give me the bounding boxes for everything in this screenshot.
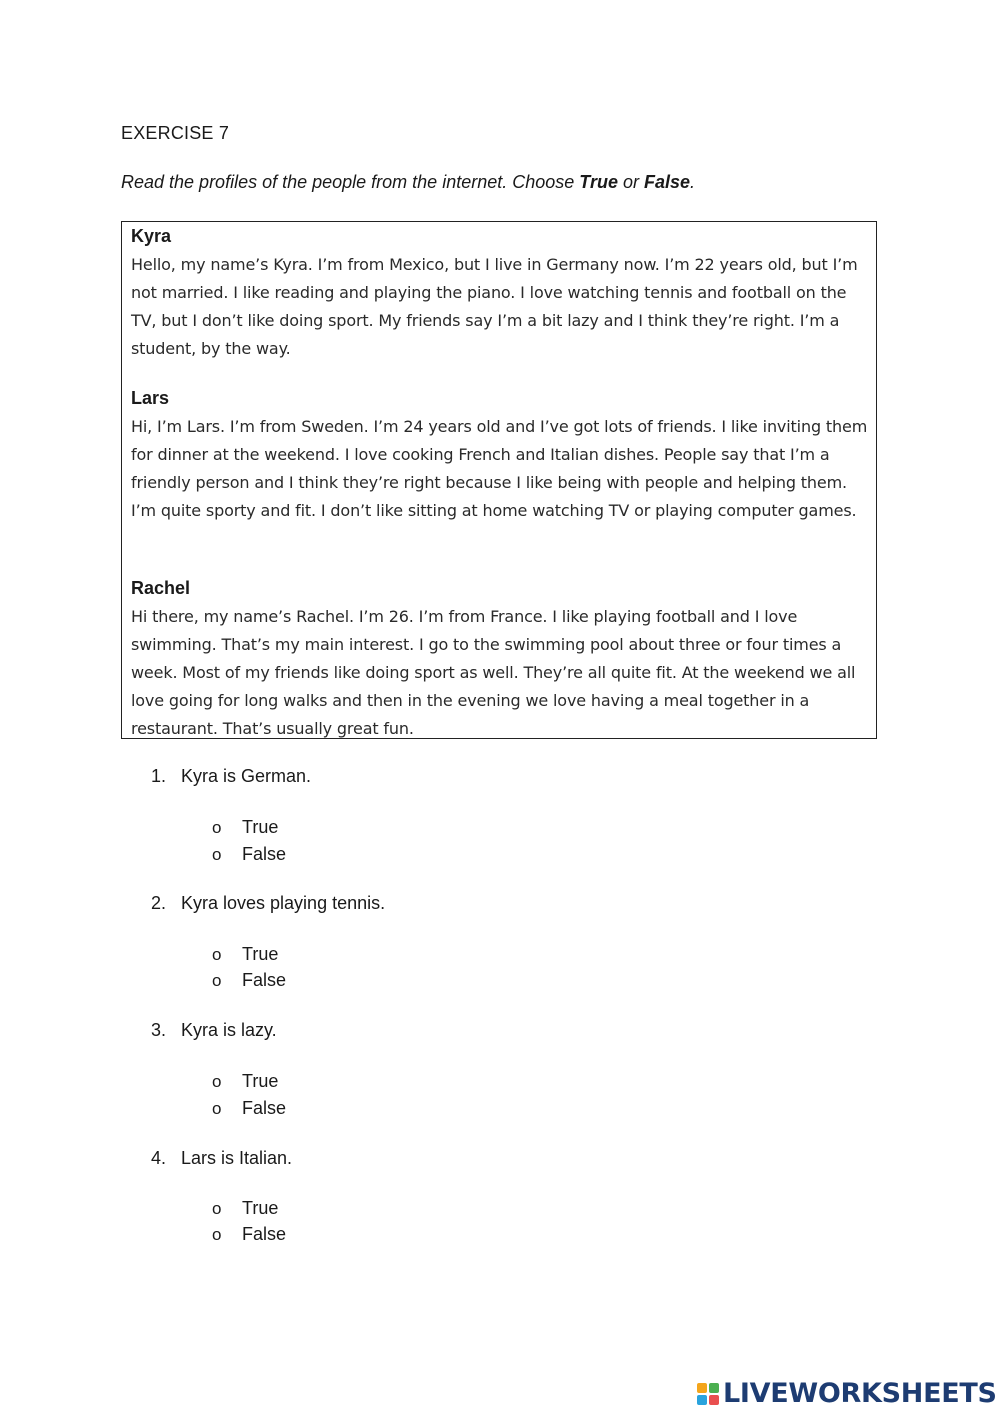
question-1-option-true[interactable] [212, 817, 278, 838]
question-number: 1. [151, 766, 167, 786]
radio-circle-icon: o [212, 1072, 222, 1091]
radio-circle-icon: o [212, 1199, 222, 1218]
radio-circle-icon: o [212, 845, 222, 864]
option-label: False [242, 970, 287, 990]
option-label: False [242, 1098, 287, 1118]
profiles-box [121, 221, 877, 739]
question-number: 4. [151, 1148, 167, 1168]
logo-block [709, 1395, 719, 1405]
option-label: False [242, 1224, 287, 1244]
instructions-prefix: Read the profiles of the people from the internet. Choose [121, 172, 580, 192]
instructions [121, 172, 695, 193]
radio-circle-icon: o [212, 1225, 222, 1244]
profile-text: Hi, I’m Lars. I’m from Sweden. I’m 24 years old and I’ve got lots of friends. I like inviting them for dinner at the weekend. I love cooking French and Italian dishes. People say that I’m a friendly person and I think they’re right because I like being with people and helping them. I’m quite sporty and fit. I don’t like sitting at home watching TV or playing computer games. [131, 417, 868, 520]
question-1-option-false[interactable] [212, 844, 286, 865]
logo-blocks-icon [697, 1383, 719, 1405]
question-text: Kyra is German. [181, 766, 312, 786]
question-2 [151, 893, 385, 914]
radio-circle-icon: o [212, 971, 222, 990]
profile-kyra [131, 224, 869, 363]
exercise-title: EXERCISE 7 [121, 123, 230, 143]
radio-circle-icon: o [212, 1099, 222, 1118]
question-text: Kyra is lazy. [181, 1020, 277, 1040]
option-label: True [242, 1198, 279, 1218]
radio-circle-icon: o [212, 818, 222, 837]
question-3-option-true[interactable] [212, 1071, 278, 1092]
radio-circle-icon: o [212, 945, 222, 964]
liveworksheets-logo [697, 1378, 997, 1409]
profile-name: Lars [131, 388, 170, 408]
question-text: Kyra loves playing tennis. [181, 893, 386, 913]
instructions-false: False [643, 172, 691, 192]
logo-block [709, 1383, 719, 1393]
question-3 [151, 1020, 277, 1041]
logo-block [697, 1383, 707, 1393]
question-4 [151, 1148, 292, 1169]
question-4-option-true[interactable] [212, 1198, 278, 1219]
question-2-option-false[interactable] [212, 970, 286, 991]
question-3-option-false[interactable] [212, 1098, 286, 1119]
question-1 [151, 766, 311, 787]
question-2-option-true[interactable] [212, 944, 278, 965]
option-label: True [242, 1071, 279, 1091]
profile-rachel [131, 576, 869, 743]
question-4-option-false[interactable] [212, 1224, 286, 1245]
question-text: Lars is Italian. [181, 1148, 293, 1168]
instructions-true: True [579, 172, 618, 192]
instructions-end: . [690, 172, 696, 192]
option-label: True [242, 944, 279, 964]
question-number: 2. [151, 893, 167, 913]
question-number: 3. [151, 1020, 167, 1040]
logo-block [697, 1395, 707, 1405]
profile-lars [131, 386, 869, 525]
logo-text: LIVEWORKSHEETS [723, 1378, 997, 1409]
profile-name: Rachel [131, 578, 191, 598]
option-label: True [242, 817, 279, 837]
instructions-or: or [617, 172, 644, 192]
profile-text: Hi there, my name’s Rachel. I’m 26. I’m from France. I like playing football and I love swimming. That’s my main interest. I go to the swimming pool about three or four times a week. Most of my friends like doing sport as well. They’re all quite fit. At the weekend we all love going for long walks and then in the evening we love having a meal together in a restaurant. That’s usually great fun. [131, 607, 856, 738]
option-label: False [242, 844, 287, 864]
profile-text: Hello, my name’s Kyra. I’m from Mexico, but I live in Germany now. I’m 22 years old, but I’m not married. I like reading and playing the piano. I love watching tennis and football on the TV, but I don’t like doing sport. My friends say I’m a bit lazy and I think they’re right. I’m a student, by the way. [131, 255, 858, 358]
profile-name: Kyra [131, 226, 172, 246]
